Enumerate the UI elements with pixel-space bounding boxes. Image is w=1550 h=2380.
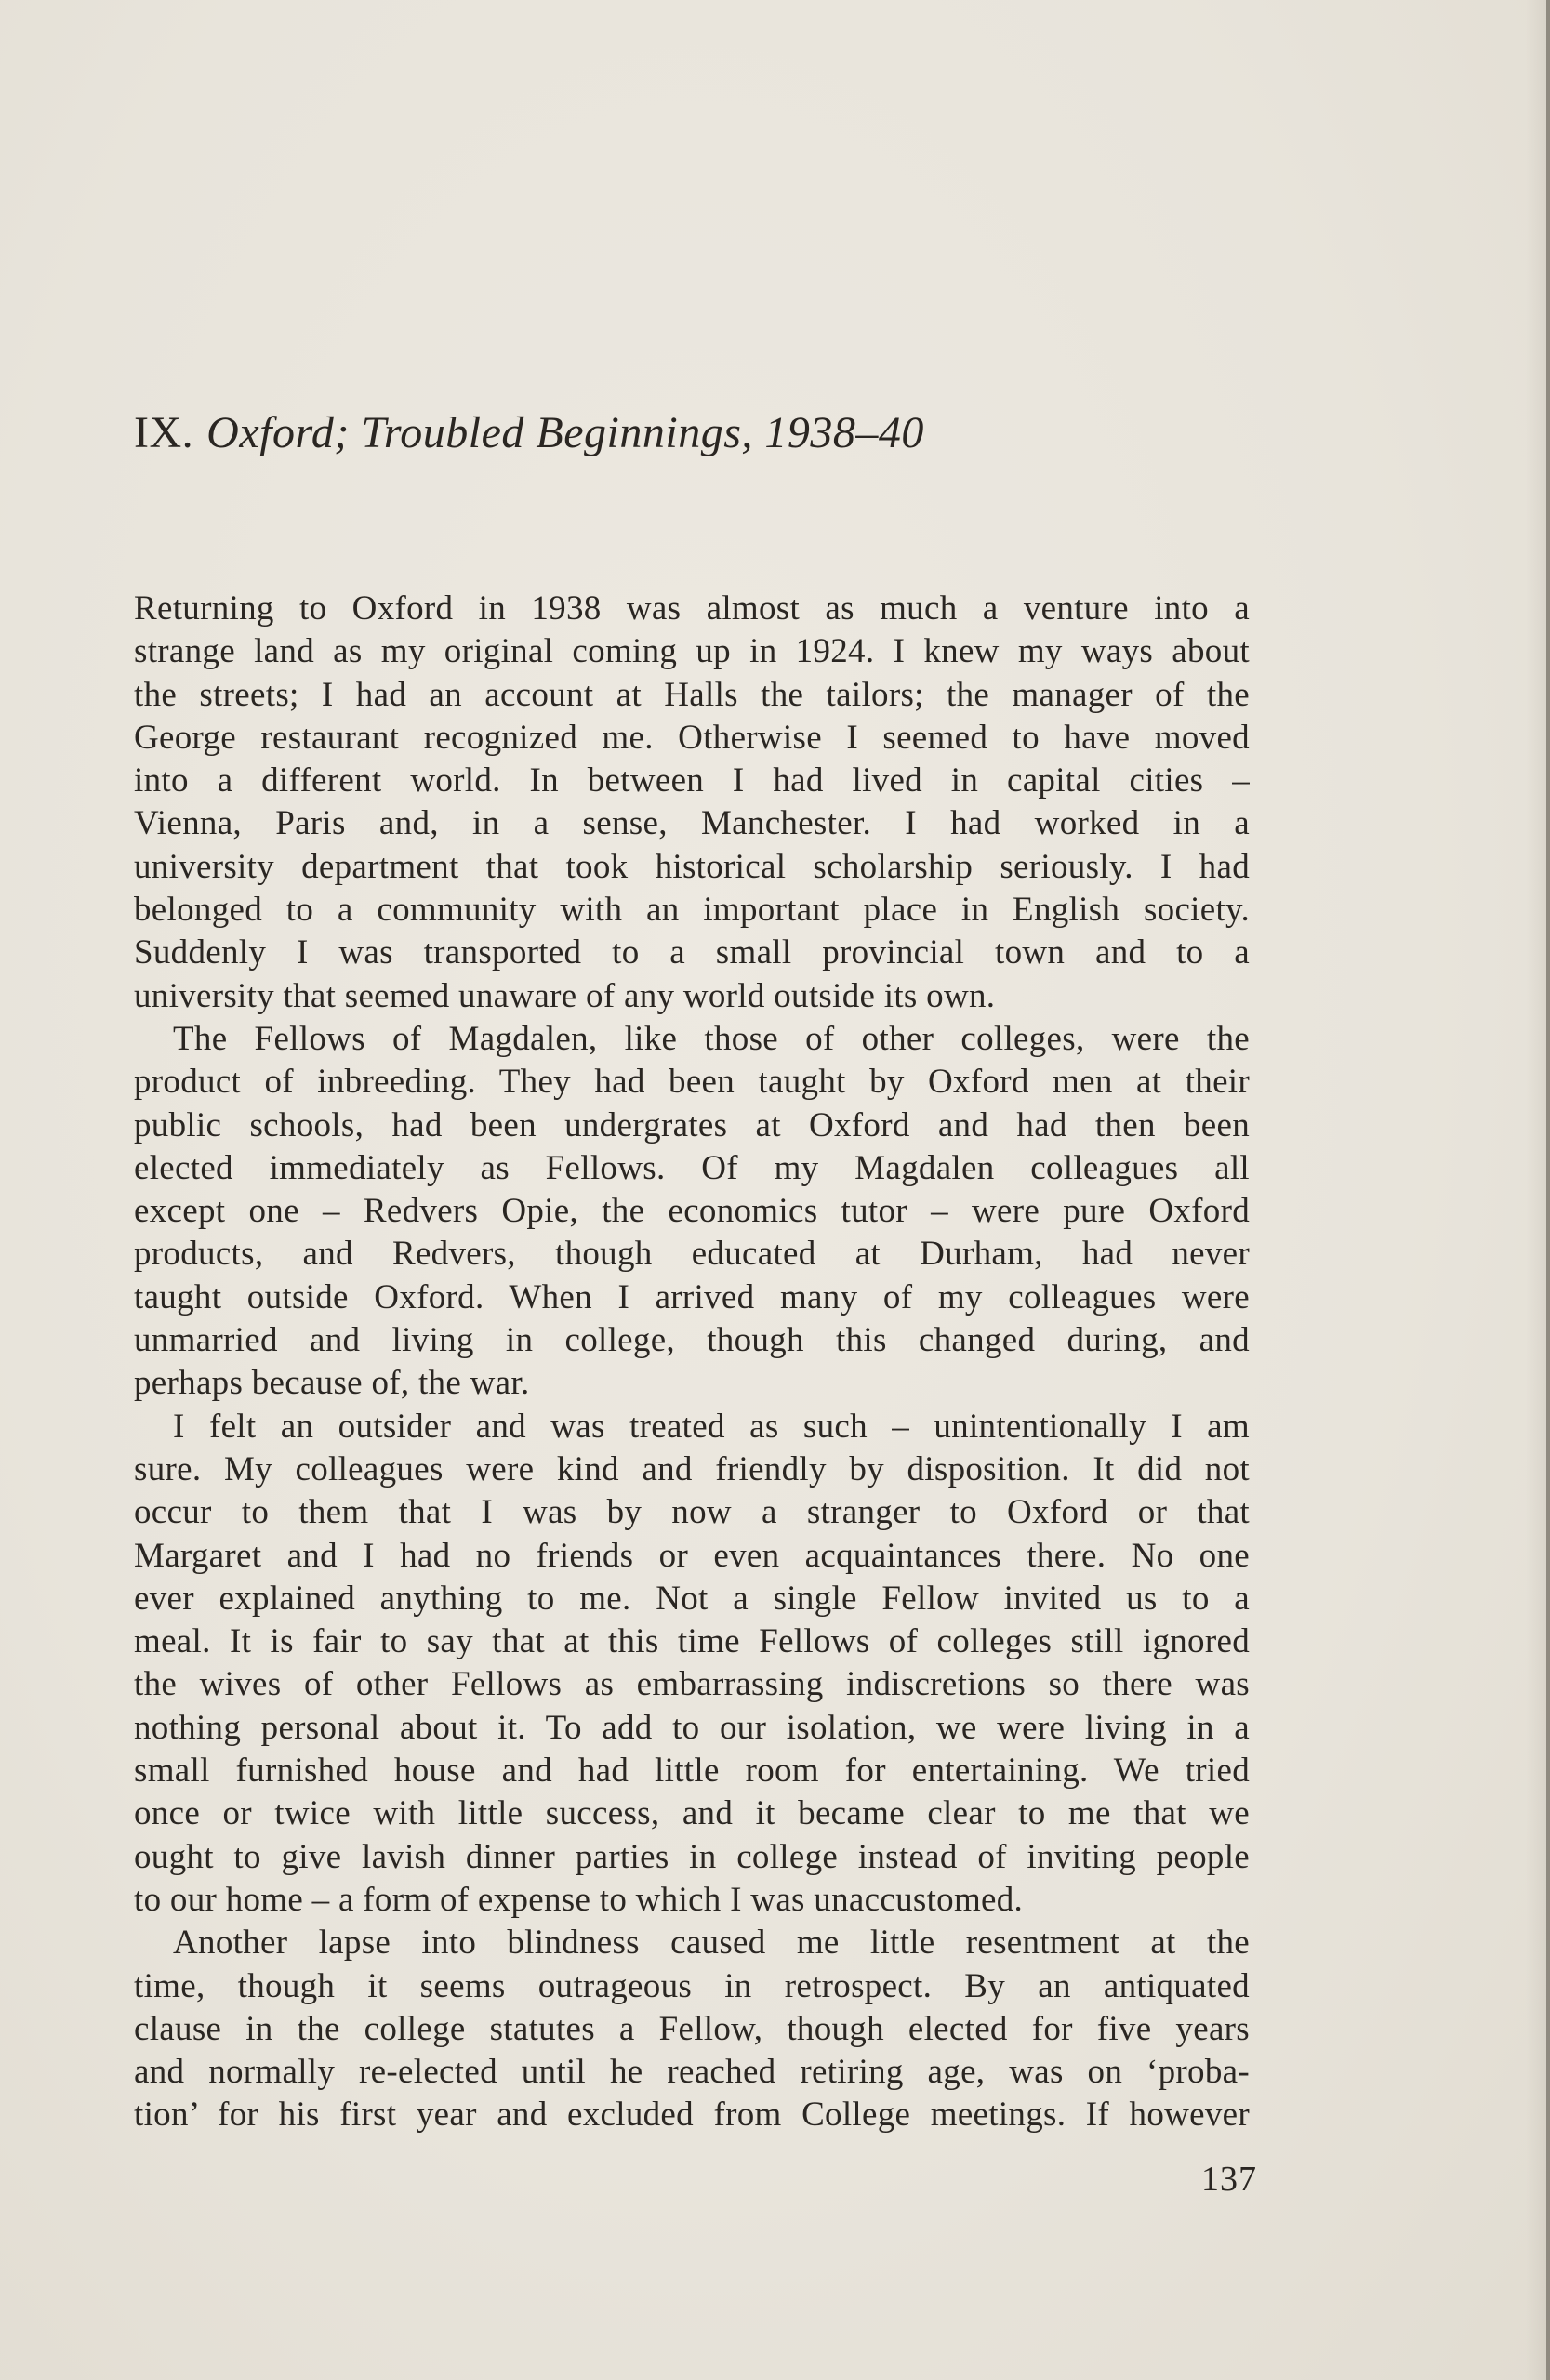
paragraph <box>134 1018 1250 1406</box>
text-line: nothing personal about it. To add to our isolation, we were living in a <box>134 1708 1250 1747</box>
text-line: the streets; I had an account at Halls the tailors; the manager of the <box>134 675 1250 714</box>
text-line: Margaret and I had no friends or even acquaintances there. No one <box>134 1536 1250 1575</box>
text-line: occur to them that I was by now a stranger to Oxford or that <box>134 1493 1250 1532</box>
text-line: sure. My colleagues were kind and friendly by disposition. It did not <box>134 1449 1250 1488</box>
chapter-number: IX. <box>134 408 194 457</box>
page-edge <box>1546 0 1550 2380</box>
text-line: public schools, had been undergrates at Oxford and had then been <box>134 1105 1250 1144</box>
paragraph <box>134 1922 1250 2136</box>
text-line: once or twice with little success, and it became clear to me that we <box>134 1794 1250 1833</box>
text-line: Suddenly I was transported to a small provincial town and to a <box>134 933 1250 972</box>
text-line: Another lapse into blindness caused me little resentment at the <box>173 1924 1250 1963</box>
text-line: ever explained anything to me. Not a single Fellow invited us to a <box>134 1579 1250 1618</box>
text-line: and normally re-elected until he reached retiring age, was on ‘proba- <box>134 2053 1250 2092</box>
text-line: meal. It is fair to say that at this time Fellows of colleges still ignored <box>134 1622 1250 1661</box>
text-line: ought to give lavish dinner parties in college instead of inviting people <box>134 1837 1250 1876</box>
text-line: George restaurant recognized me. Otherwise I seemed to have moved <box>134 718 1250 757</box>
text-line: tion’ for his first year and excluded from College meetings. If however <box>134 2096 1250 2135</box>
text-line: belonged to a community with an important place in English society. <box>134 891 1250 930</box>
text-line: product of inbreeding. They had been taught by Oxford men at their <box>134 1063 1250 1102</box>
text-line: strange land as my original coming up in 1924. I knew my ways about <box>134 632 1250 671</box>
text-line: the wives of other Fellows as embarrassing indiscretions so there was <box>134 1665 1250 1704</box>
chapter-title: Oxford; Troubled Beginnings, 1938–40 <box>206 408 924 457</box>
text-line: university that seemed unaware of any world outside its own. <box>134 976 996 1015</box>
paragraph <box>134 588 1250 1018</box>
text-line: I felt an outsider and was treated as such – unintentionally I am <box>173 1407 1250 1446</box>
text-line: except one – Redvers Opie, the economics tutor – were pure Oxford <box>134 1192 1250 1231</box>
page-number: 137 <box>1201 2160 1257 2199</box>
paragraph <box>134 1406 1250 1923</box>
text-line: elected immediately as Fellows. Of my Magdalen colleagues all <box>134 1148 1250 1187</box>
text-line: into a different world. In between I had lived in capital cities – <box>134 761 1250 800</box>
text-line: small furnished house and had little room for entertaining. We tried <box>134 1752 1250 1791</box>
text-line: unmarried and living in college, though this changed during, and <box>134 1321 1250 1360</box>
text-line: products, and Redvers, though educated at Durham, had never <box>134 1235 1250 1274</box>
text-line: perhaps because of, the war. <box>134 1364 530 1403</box>
text-line: clause in the college statutes a Fellow, though elected for five years <box>134 2009 1250 2048</box>
text-line: Returning to Oxford in 1938 was almost as much a venture into a <box>134 589 1250 628</box>
text-line: to our home – a form of expense to which I was unaccustomed. <box>134 1880 1024 1919</box>
text-line: university department that took historical scholarship seriously. I had <box>134 847 1250 886</box>
body-text <box>134 588 1250 2137</box>
text-line: The Fellows of Magdalen, like those of other colleges, were the <box>173 1019 1250 1058</box>
text-line: Vienna, Paris and, in a sense, Manchester. I had worked in a <box>134 804 1250 843</box>
page-edge-shadow <box>1526 0 1546 2380</box>
chapter-heading <box>134 407 924 458</box>
text-line: time, though it seems outrageous in retrospect. By an antiquated <box>134 1966 1250 2005</box>
text-line: taught outside Oxford. When I arrived many of my colleagues were <box>134 1277 1250 1316</box>
